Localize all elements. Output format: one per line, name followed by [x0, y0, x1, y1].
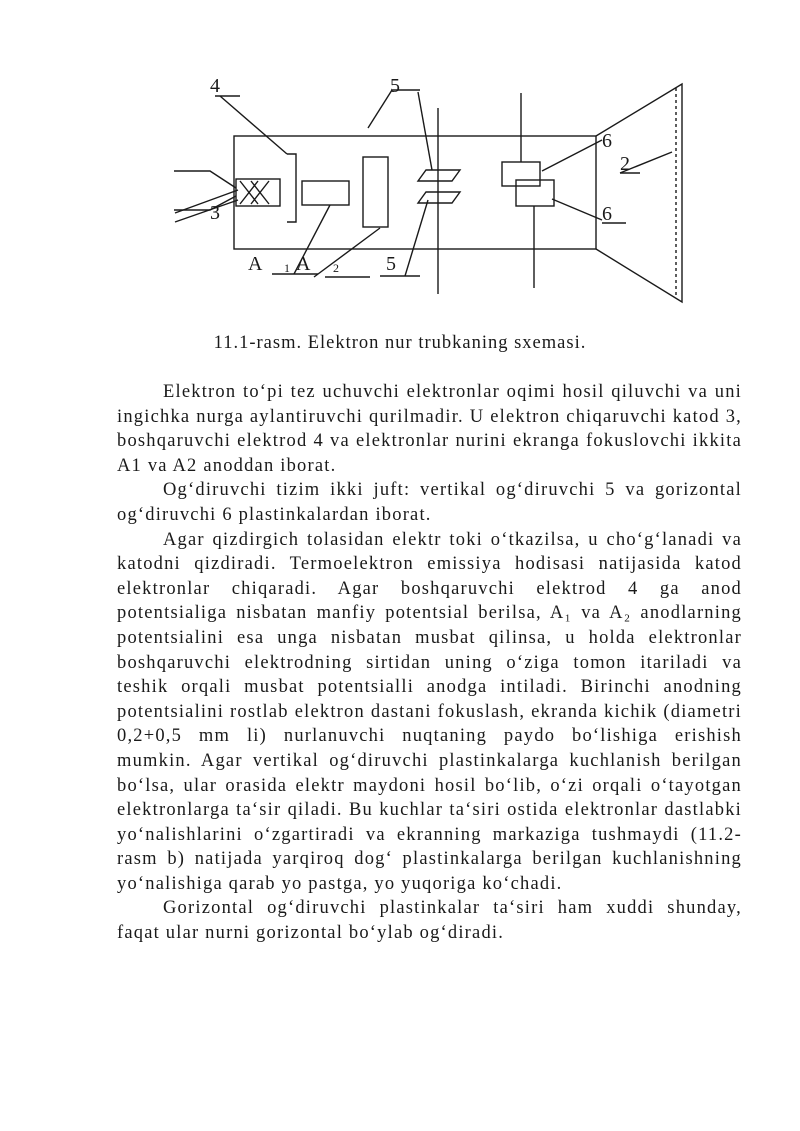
vertical-deflection-plate-top	[418, 170, 460, 181]
horizontal-deflection-plate-upper	[502, 162, 540, 186]
heater-wire-bottom	[174, 196, 236, 210]
paragraph-1: Elektron to‘pi tez uchuvchi elektronlar oqimi hosil qiluvchi va uni ingichka nurga aylantiruvchi qurilmadir. U elektron chiqaruvchi katod 3, boshqaruvchi elektrod 4 va elektronlar nurini ekranga fokuslovchi ikkita A1 va A2 anoddan iborat.	[117, 382, 742, 476]
label-5-top: 5	[390, 75, 400, 97]
label-a1-sub: 1	[284, 261, 290, 275]
body-text	[117, 380, 742, 946]
label-6-top: 6	[602, 130, 612, 152]
label-2: 2	[620, 153, 630, 175]
label-4: 4	[210, 75, 220, 97]
anode-a1	[302, 181, 349, 205]
crt-schematic	[160, 70, 700, 310]
label-3: 3	[210, 202, 220, 224]
heater-wire-top	[174, 171, 236, 188]
horizontal-deflection-plate-lower	[516, 180, 554, 206]
paragraph-2: Og‘diruvchi tizim ikki juft: vertikal og‘diruvchi 5 va gorizontal og‘diruvchi 6 plastinkalardan iborat.	[117, 480, 742, 525]
label-6-bottom: 6	[602, 203, 612, 225]
paragraph-3: Agar qizdirgich tolasidan elektr toki o‘tkazilsa, u cho‘g‘lanadi va katodni qizdiradi. Termoelektron emissiya hodisasi natijasida katod elektronlar chiqaradi. Agar boshqaruvchi elektrod 4 ga anod potentsialiga nisbatan manfiy potentsial berilsa, A₁ va A₂ anodlarning potentsialini esa unga nisbatan musbat qilinsa, u holda elektronlar boshqaruvchi elektrodning sirtidan uning o‘ziga tomon itariladi va teshik orqali musbat potentsialli anodga intiladi. Birinchi anodning potentsialini rostlab elektron dastani fokuslash, ekranda kichik (diametri 0,2+0,5 mm li) nurlanuvchi nuqtaning paydo bo‘lishiga erishish mumkin. Agar vertikal og‘diruvchi plastinkalarga kuchlanish berilgan bo‘lsa, ular orasida elektr maydoni hosil bo‘lib, o‘zi orqali o‘tayotgan elektronlarga ta‘sir qiladi. Bu kuchlar ta‘siri ostida elektronlar dastlabki yo‘nalishlarini o‘zgartiradi va ekranning markaziga tushmaydi (11.2-rasm b) natijada yarqiroq dog‘ plastinkalarga berilgan kuchlanishning yo‘nalishiga qarab yo pastga, yo yuqoriga ko‘chadi.	[117, 529, 742, 894]
figure-caption: 11.1-rasm. Elektron nur trubkaning sxemasi.	[213, 333, 587, 353]
label-a1: A	[248, 253, 263, 275]
cathode	[236, 179, 280, 206]
label-a2: A	[296, 253, 311, 275]
control-electrode	[287, 154, 296, 222]
anode-a2	[363, 157, 388, 227]
label-a2-sub: 2	[333, 261, 339, 275]
label-5-bottom: 5	[386, 253, 396, 275]
vertical-deflection-plate-bottom	[418, 192, 460, 203]
tube-body	[234, 136, 596, 249]
paragraph-4: Gorizontal og‘diruvchi plastinkalar ta‘siri ham xuddi shunday, faqat ular nurni gorizontal bo‘ylab og‘diradi.	[117, 898, 742, 944]
screen-funnel	[596, 84, 682, 302]
